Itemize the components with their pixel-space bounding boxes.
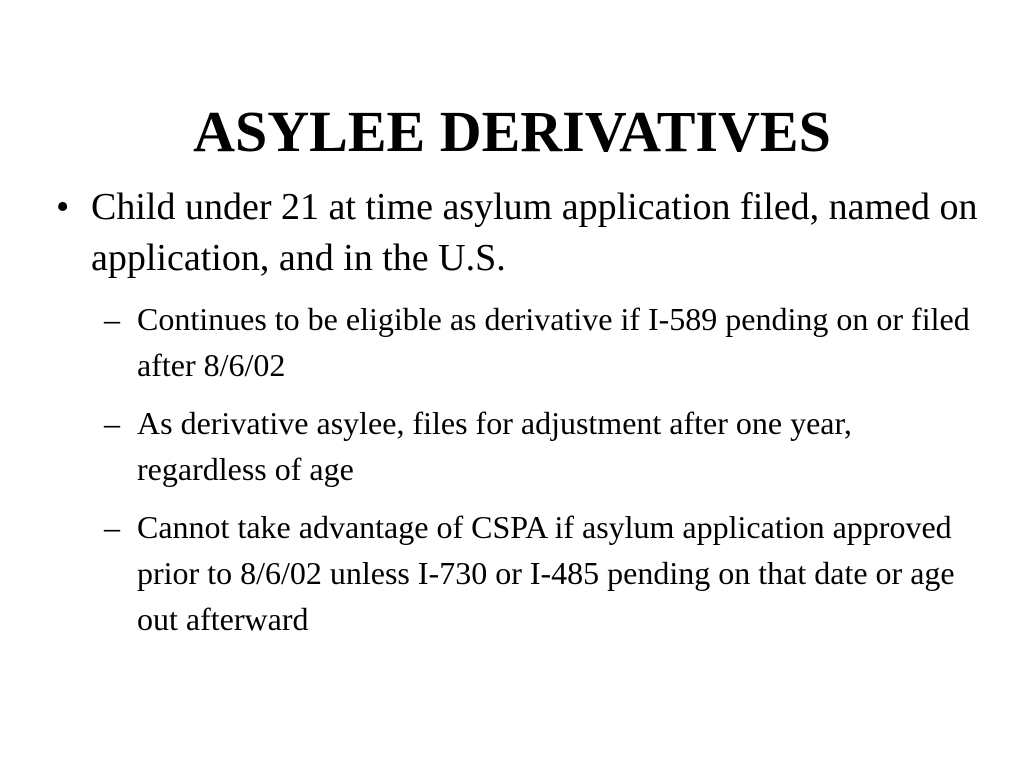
sub-bullet-item xyxy=(56,400,986,492)
sub-bullet-text: Continues to be eligible as derivative if I-589 pending on or filed after 8/6/02 xyxy=(137,301,970,383)
bullet-marker: • xyxy=(56,186,70,228)
bullet-text: Child under 21 at time asylum application filed, named on application, and in the U.S. xyxy=(91,186,978,279)
sub-bullet-item xyxy=(56,296,986,388)
sub-bullet-marker: – xyxy=(104,301,120,337)
sub-bullet-text: Cannot take advantage of CSPA if asylum application approved prior to 8/6/02 unless I-730 or I-485 pending on that date or age out afterward xyxy=(137,509,955,637)
slide-content xyxy=(56,182,986,654)
bullet-item xyxy=(56,182,986,284)
sub-bullet-marker: – xyxy=(104,405,120,441)
sub-bullet-text: As derivative asylee, files for adjustment after one year, regardless of age xyxy=(137,405,852,487)
slide-title: ASYLEE DERIVATIVES xyxy=(193,99,831,164)
sub-bullet-item xyxy=(56,504,986,642)
sub-bullet-list xyxy=(56,296,986,642)
sub-bullet-marker: – xyxy=(104,509,120,545)
